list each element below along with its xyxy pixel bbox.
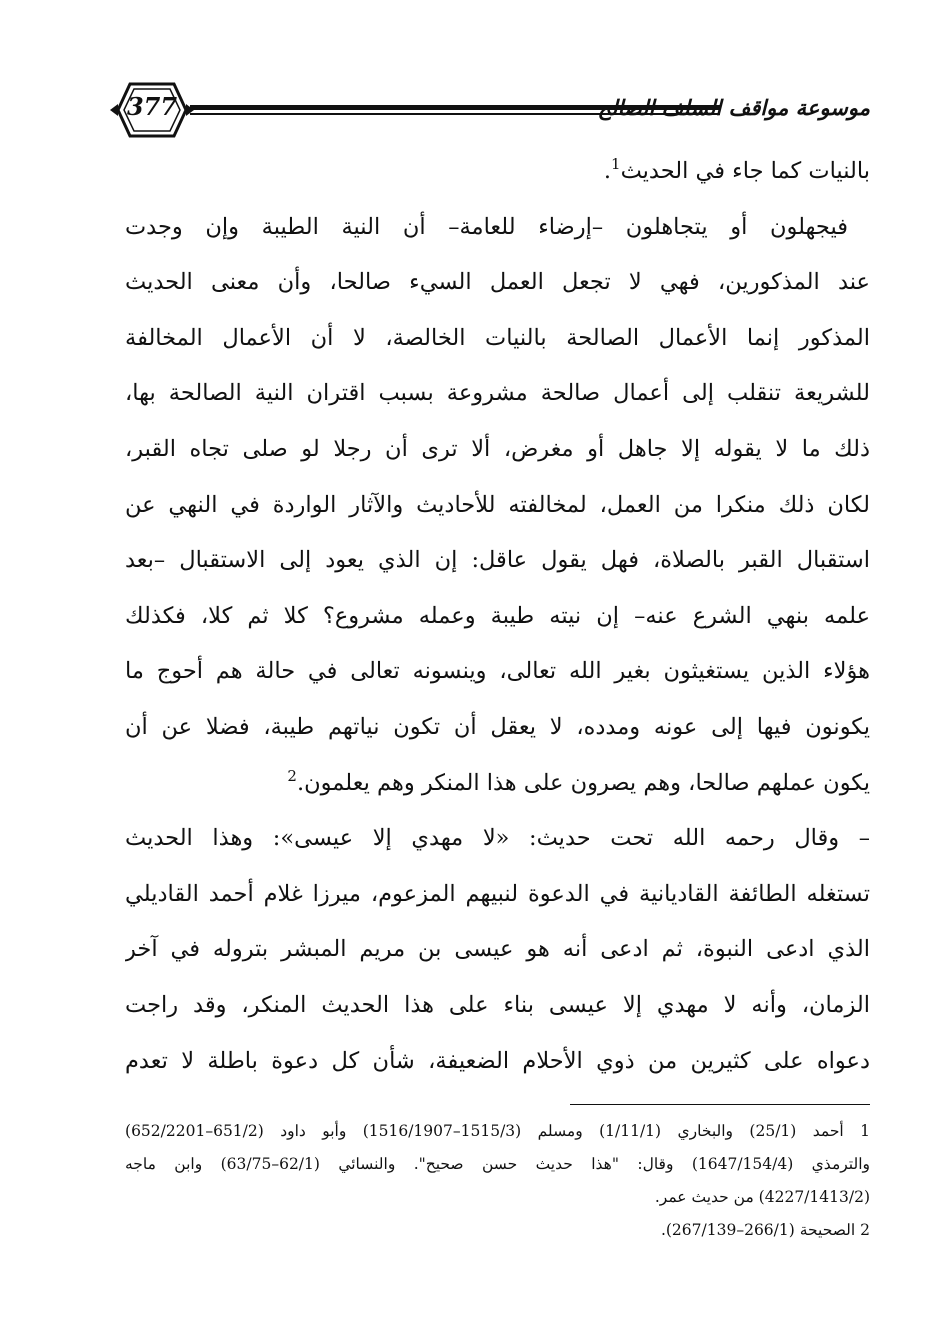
footnote-divider [570, 1104, 870, 1105]
text-line: الزمان، وأنه لا مهدي إلا عيسى بناء على هذا الحديث المنكر، وقد راجت [125, 991, 870, 1018]
text-line: الذي ادعى النبوة، ثم ادعى أنه هو عيسى بن مريم المبشر بتروله في آخر [125, 936, 870, 963]
page-number-badge [108, 78, 196, 142]
text-line: يكون عملهم صالحا، وهم يصرون على هذا المنكر وهم يعلمون.$^2$ [287, 766, 870, 796]
series-title: موسوعة مواقف السلف الصالح [597, 95, 870, 120]
text-line: استقبال القبر بالصلاة، فهل يقول عاقل: إن الذي يعود إلى الاستقبال –بعد [125, 547, 870, 574]
text-line: فيجهلون أو يتجاهلون –إرضاء للعامة– أن النية الطيبة وإن وجدت [125, 213, 848, 240]
page-number: 377 [126, 92, 178, 121]
text-line: – وقال رحمه الله تحت حديث: «لا مهدي إلا عيسى»: وهذا الحديث [125, 825, 870, 852]
footnote-line: والترمذي (1647/154/4) وقال: "هذا حديث حسن صحيح". والنسائي (62/1–63/75) وابن ماجه [125, 1155, 870, 1173]
footnote-line: 1 أحمد (25/1) والبخاري (1/11/1) ومسلم (1515/3–1516/1907) وأبو داود (651/2–652/2201) [125, 1122, 870, 1140]
text-line: هؤلاء الذين يستغيثون بغير الله تعالى، وينسونه تعالى في حالة هم أحوج ما [125, 658, 870, 685]
text-line: ذلك ما لا يقوله إلا جاهل أو مغرض، ألا ترى أن رجلا لو صلى تجاه القبر، [125, 435, 870, 462]
main-text [125, 144, 870, 1089]
text-line: للشريعة تنقلب إلى أعمال صالحة مشروعة بسبب اقتران النية الصالحة بها، [125, 380, 870, 407]
footnote-ref: 2 [287, 766, 297, 785]
text-line: دعواه على كثيرين من ذوي الأحلام الضعيفة، شأن كل دعوة باطلة لا تعدم [125, 1047, 870, 1074]
text-line: تستغله الطائفة القاديانية في الدعوة لنبيهم المزعوم، ميرزا غلام أحمد القاديلي [125, 880, 870, 907]
text-line: علمه بنهي الشرع عنه– إن نيته طيبة وعمله مشروع؟ كلا ثم كلا، فكذلك [125, 602, 870, 629]
footnote-line: 2 الصحيحة (266/1–267/139). [660, 1221, 870, 1239]
footnotes [125, 1115, 870, 1247]
text-line: المذكور إنما الأعمال الصالحة بالنيات الخالصة، لا أن الأعمال المخالفة [125, 324, 870, 351]
text-line: عند المذكورين، فهي لا تجعل العمل السيء صالحا، وأن معنى الحديث [125, 269, 870, 296]
text-line: بالنيات كما جاء في الحديث$^1$. [603, 155, 870, 184]
text-line: لكان ذلك منكرا من العمل، لمخالفته للأحاديث والآثار الواردة في النهي عن [125, 491, 870, 518]
footnote-ref: 1 [611, 155, 621, 173]
footnote-line: (4227/1413/2) من حديث عمر. [654, 1188, 870, 1206]
text-line: يكونون فيها إلى عونه ومدده، لا يعقل أن تكون نياتهم طيبة، فضلا عن أن [125, 713, 870, 740]
page-header [108, 78, 870, 142]
